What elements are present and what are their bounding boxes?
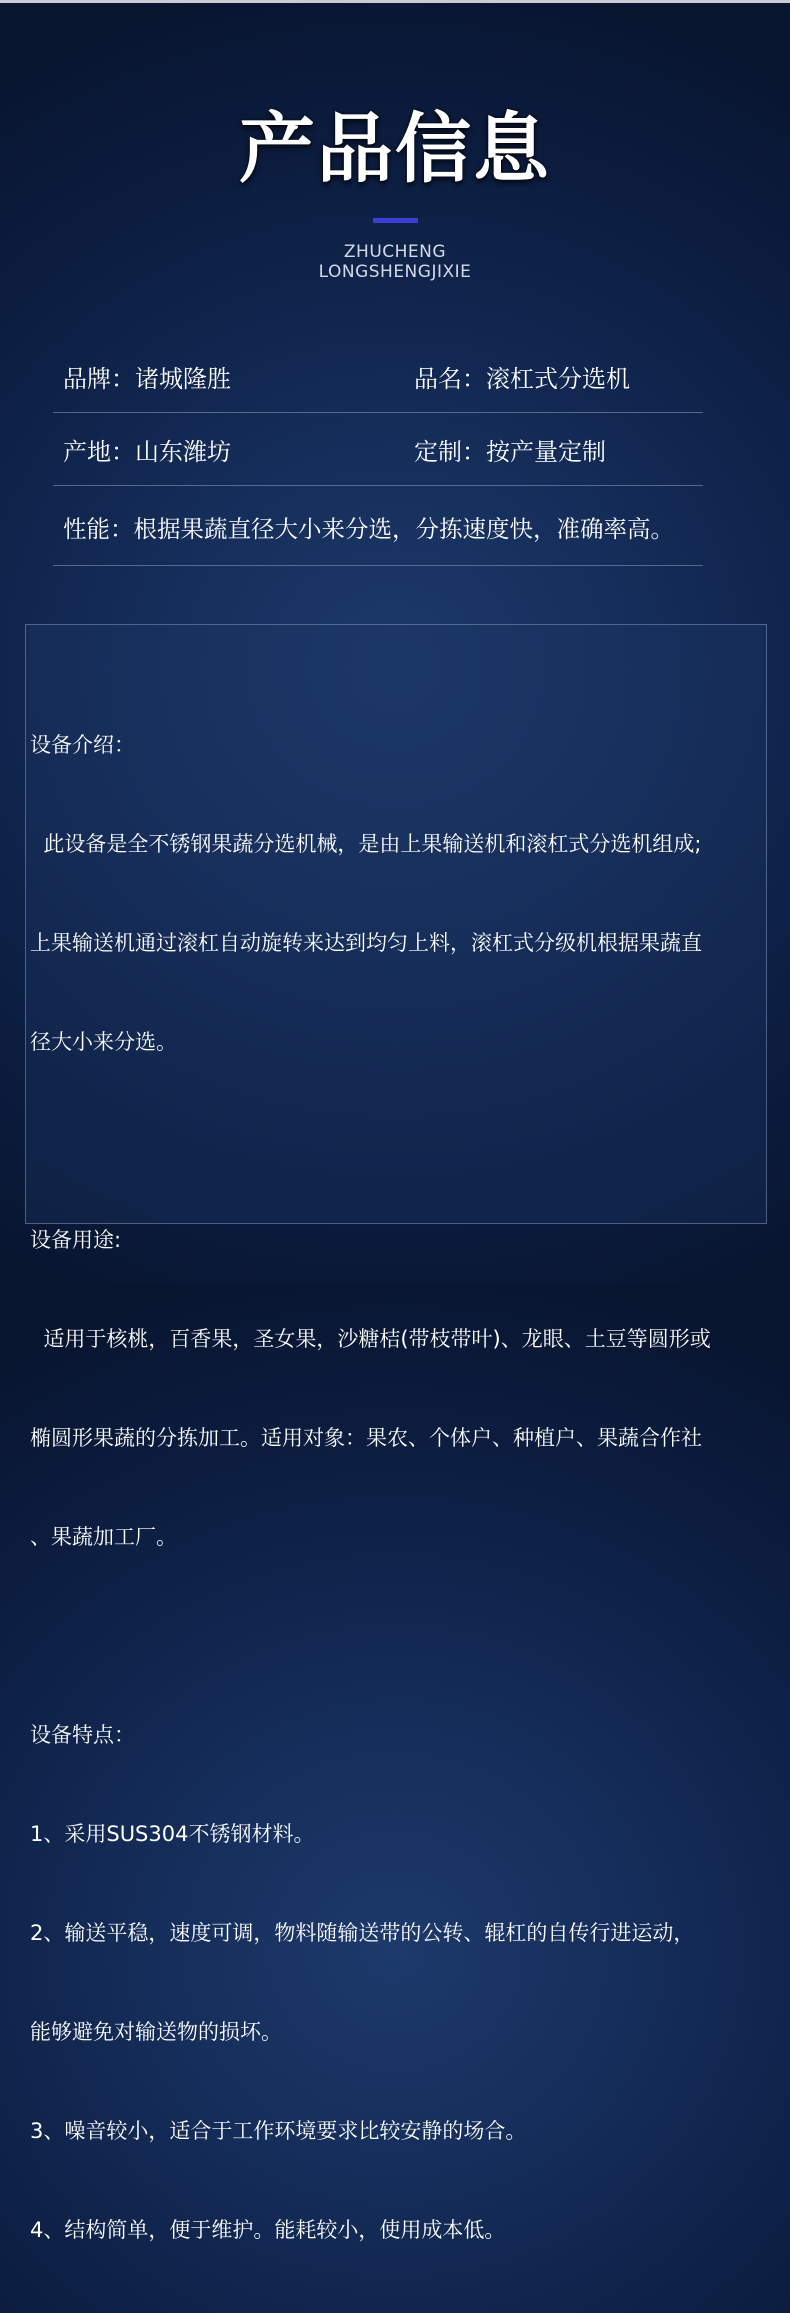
feature-item: 1、采用SUS304不锈钢材料。 [30,1822,315,1846]
blank-line [30,1125,764,1158]
feature-item: 2、输送平稳，速度可调，物料随输送带的公转、辊杠的自传行进运动， [30,1921,695,1945]
description-panel [25,624,767,2242]
origin-field: 产地：山东潍坊 [63,438,231,466]
description-line: 径大小来分选。 [30,1030,177,1054]
section-heading-usage: 设备用途: [30,1228,122,1252]
description-line: 适用于核桃，百香果，圣女果，沙糖桔(带枝带叶)、龙眼、土豆等圆形或 [30,1327,711,1351]
description-line: 、果蔬加工厂。 [30,1525,177,1549]
feature-item: 能够避免对输送物的损坏。 [30,2020,282,2044]
section-heading-features: 设备特点： [30,1723,135,1747]
customization-field: 定制：按产量定制 [414,438,606,466]
company-name-line1: ZHUCHENG [343,242,447,262]
description-line: 椭圆形果蔬的分拣加工。适用对象：果农、个体户、种植户、果蔬合作社 [30,1426,702,1450]
description-line: 上果输送机通过滚杠自动旋转来达到均匀上料，滚杠式分级机根据果蔬直 [30,931,702,955]
blank-line [30,1620,764,1653]
info-divider [53,412,703,413]
company-name-line2: LONGSHENGJIXIE [318,262,472,282]
top-border [0,0,790,3]
description-line: 此设备是全不锈钢果蔬分选机械，是由上果输送机和滚杠式分选机组成; [30,832,702,856]
description-text [30,663,764,2313]
page-title: 产品信息 [239,104,551,193]
info-divider [53,485,703,486]
feature-item: 4、结构简单，便于维护。能耗较小，使用成本低。 [30,2218,506,2242]
title-accent-bar [373,218,418,223]
section-heading-intro: 设备介绍： [30,733,135,757]
performance-field: 性能：根据果蔬直径大小来分选，分拣速度快，准确率高。 [63,515,674,543]
info-divider [53,565,703,566]
brand-field: 品牌：诸城隆胜 [63,365,231,393]
product-name-field: 品名：滚杠式分选机 [414,365,630,393]
feature-item: 3、噪音较小，适合于工作环境要求比较安静的场合。 [30,2119,527,2143]
